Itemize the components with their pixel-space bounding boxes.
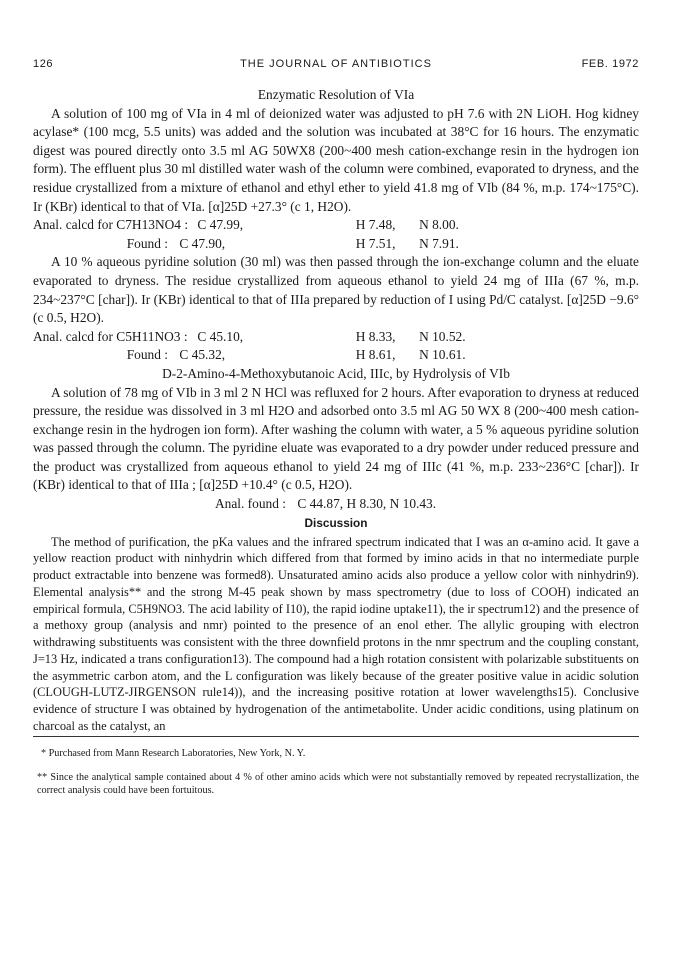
analysis-label: Anal. calcd for C5H11NO3 :	[33, 328, 188, 344]
analysis-calcd	[33, 216, 639, 235]
paragraph: A solution of 100 mg of VIa in 4 ml of deionized water was adjusted to pH 7.6 with 2N LiOH. Hog kidney acylase* (100 mcg, 5.5 units) was added and the solution was incubated at 38°C for 16 hours. The enzymatic digest was poured directly onto 3.5 ml AG 50WX8 (200~400 mesh cation-exchange resin in the hydrogen ion form). The effluent plus 30 ml distilled water wash of the column were combined, evaporated to dryness, and the residue crystallized from a mixture of ethanol and ethyl ether to yield 41.8 mg of VIb (84 %, m.p. 174~175°C). Ir (KBr) identical to that of VIa. [α]25D +27.3° (c 1, H2O).	[33, 105, 639, 214]
analysis-nitrogen: N 10.61.	[419, 347, 466, 363]
analysis-values: C 44.87, H 8.30, N 10.43.	[297, 496, 437, 512]
analysis-label: Found :	[126, 235, 168, 251]
paragraph: A 10 % aqueous pyridine solution (30 ml) was then passed through the ion-exchange column and the eluate evaporated to dryness. The residue crystallized from aqueous ethanol to yield 24 mg of IIIa (67 %, m.p. 234~237°C [char]). Ir (KBr) identical to that of IIIa prepared by reduction of I using Pd/C catalyst. [α]25D −9.6° (c 0.5, H2O).	[33, 254, 639, 326]
journal-title: THE JOURNAL OF ANTIBIOTICS	[240, 58, 432, 70]
analysis-label: Found :	[126, 347, 168, 363]
running-header	[33, 58, 639, 76]
section-heading: D-2-Amino-4-Methoxybutanoic Acid, IIIc, by Hydrolysis of VIb	[162, 365, 510, 381]
analysis-hydrogen: H 7.51,	[355, 235, 396, 251]
analysis-nitrogen: N 8.00.	[419, 217, 459, 233]
analysis-hydrogen: H 7.48,	[355, 217, 396, 233]
analysis-found	[33, 346, 639, 365]
analysis-nitrogen: N 7.91.	[419, 235, 459, 251]
section-heading: Enzymatic Resolution of VIa	[257, 87, 415, 102]
analysis-nitrogen: N 10.52.	[419, 328, 466, 344]
discussion-heading: Discussion	[304, 515, 368, 530]
paragraph: The method of purification, the pKa values and the infrared spectrum indicated that I was an α-amino acid. It gave a yellow reaction product with ninhydrin which differed from that formed by imino acids in that no intermediate purple product extractable into benzene was formed8). Unsaturated amino acids also produce a yellow color with ninhydrin9). Elemental analysis** and the strong M-45 peak shown by mass spectrometry (due to loss of COOH) indicated an empirical formula, C5H9NO3. The acid lability of I10), the rapid iodine uptake11), the ir spectrum12) and the presence of a methoxy group (analysis and nmr) pointed to the presence of an enol ether. The allylic grouping with electron withdrawing substituents was consistent with the three downfield protons in the nmr spectrum and the coupling constant, J=13 Hz, indicated a trans configuration13). The compound had a high rotation consistent with polarizable substituents on the asymmetric carbon atom, and the L configuration was likely because of the greater positive value in acidic solution (CLOUGH-LUTZ-JIRGENSON rule14)), and the increasing positive rotation at lower wavelengths15). Conclusive evidence of structure I was obtained by hydrogenation of the antimetabolite. Under acidic conditions, using platinum on charcoal as the catalyst, an	[33, 534, 639, 733]
paragraph: A solution of 78 mg of VIb in 3 ml 2 N HCl was refluxed for 2 hours. After evaporation to dryness at reduced pressure, the residue was dissolved in 3 ml H2O and adsorbed onto 3.5 ml AG 50 WX 8 (200~400 mesh cation-exchange resin in the hydrogen ion form). After washing the column with water, a 5 % aqueous pyridine solution was passed through the column. The pyridine eluate was evaporated to a dry powder under reduced pressure and the product was crystallized from aqueous ethanol to yield 24 mg of IIIc (41 %, m.p. 233~236°C [char]). Ir (KBr) identical to that of IIIa ; [α]25D +10.4° (c 0.5, H2O).	[33, 384, 639, 493]
analysis-carbon: C 47.90,	[179, 235, 226, 251]
analysis-carbon: C 45.10,	[197, 328, 244, 344]
analysis-found	[33, 495, 639, 514]
analysis-carbon: C 45.32,	[179, 347, 226, 363]
body-text	[33, 86, 639, 808]
footnotes	[33, 747, 639, 798]
analysis-hydrogen: H 8.61,	[355, 347, 396, 363]
footnote: ** Since the analytical sample contained about 4 % of other amino acids which were not substantially removed by repeated recrystallization, the correct analysis could have been fortuitous.	[37, 771, 639, 797]
analysis-carbon: C 47.99,	[197, 217, 244, 233]
analysis-calcd	[33, 328, 639, 347]
footnote: * Purchased from Mann Research Laboratories, New York, N. Y.	[41, 747, 306, 759]
section-enzymatic-resolution	[33, 86, 639, 365]
analysis-label: Anal. found :	[214, 496, 286, 512]
page-number: 126	[33, 58, 54, 70]
issue-date: FEB. 1972	[581, 58, 639, 70]
analysis-found	[33, 235, 639, 254]
footnote-divider	[33, 736, 639, 737]
section-discussion	[33, 534, 639, 735]
section-hydrolysis	[33, 365, 639, 514]
analysis-hydrogen: H 8.33,	[355, 328, 396, 344]
analysis-label: Anal. calcd for C7H13NO4 :	[33, 217, 189, 233]
